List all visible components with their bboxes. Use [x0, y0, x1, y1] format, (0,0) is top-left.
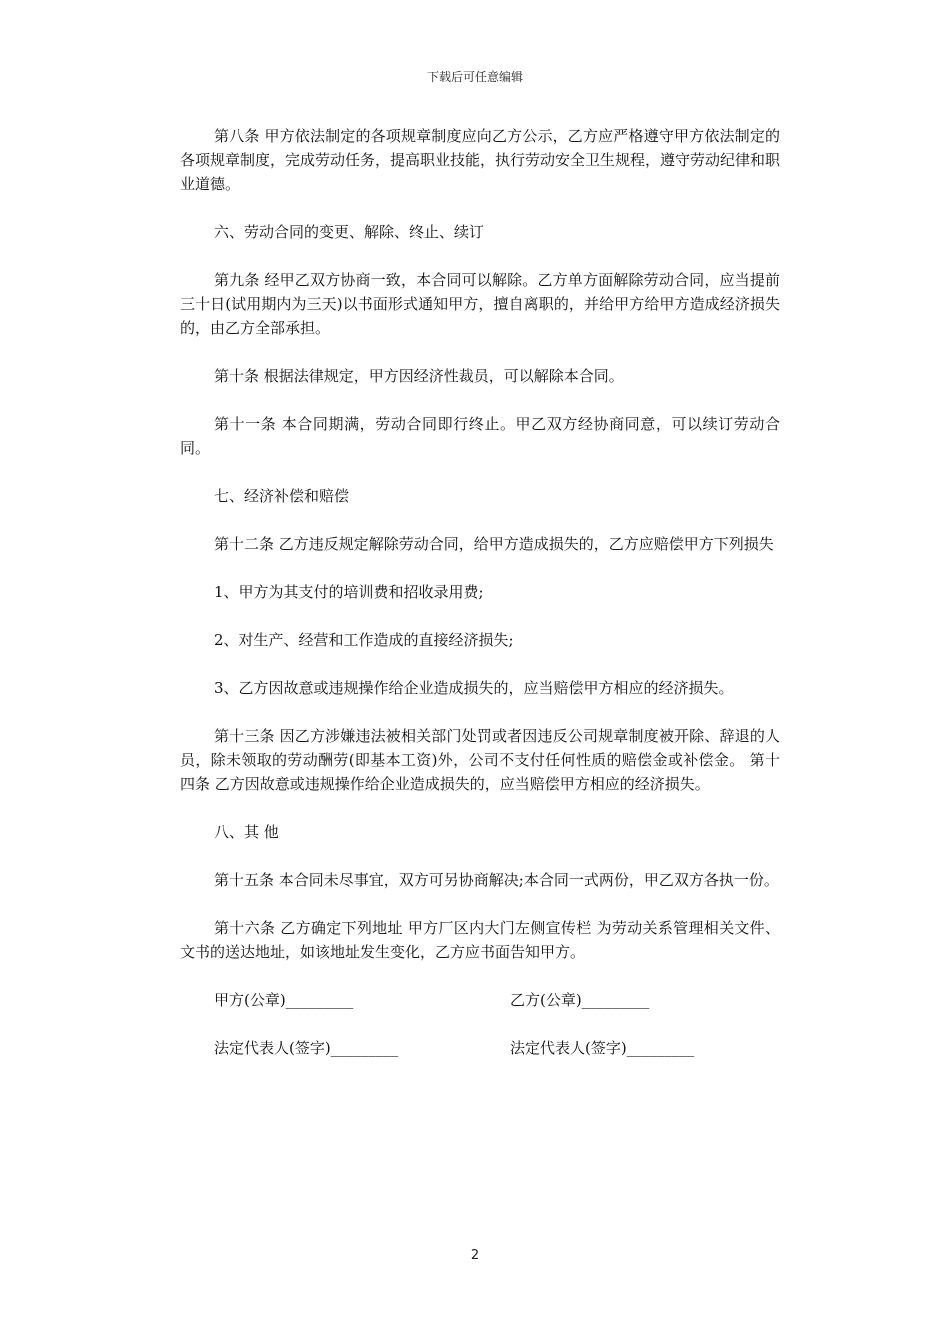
page-number: 2 — [470, 1248, 480, 1263]
party-b-representative-field: 法定代表人(签字)_________ — [510, 1039, 695, 1057]
article-16: 第十六条 乙方确定下列地址 甲方厂区内大门左侧宣传栏 为劳动关系管理相关文件、文书的送达地址，如该地址发生变化，乙方应书面告知甲方。 — [180, 919, 780, 961]
party-a-seal-field: 甲方(公章)_________ — [214, 991, 354, 1009]
representative-row — [180, 1036, 780, 1060]
document-body — [180, 124, 780, 1084]
party-b-seal-field: 乙方(公章)_________ — [510, 991, 650, 1009]
page-header: 下载后可任意编辑 — [426, 70, 523, 84]
article-9: 第九条 经甲乙双方协商一致，本合同可以解除。乙方单方面解除劳动合同，应当提前三十日(试用期内为三天)以书面形式通知甲方，擅自离职的，并给甲方给甲方造成经济损失的，由乙方全部承担。 — [180, 271, 780, 337]
list-item: 1、甲方为其支付的培训费和招收录用费; — [214, 583, 484, 601]
party-a-representative-field: 法定代表人(签字)_________ — [214, 1039, 399, 1057]
article-11: 第十一条 本合同期满，劳动合同即行终止。甲乙双方经协商同意，可以续订劳动合同。 — [180, 415, 780, 457]
list-item: 3、乙方因故意或违规操作给企业造成损失的，应当赔偿甲方相应的经济损失。 — [214, 679, 734, 697]
article-10: 第十条 根据法律规定，甲方因经济性裁员，可以解除本合同。 — [214, 367, 624, 385]
article-15: 第十五条 本合同未尽事宜，双方可另协商解决;本合同一式两份，甲乙双方各执一份。 — [214, 871, 779, 889]
article-13-14: 第十三条 因乙方涉嫌违法被相关部门处罚或者因违反公司规章制度被开除、辞退的人员，除未领取的劳动酬劳(即基本工资)外，公司不支付任何性质的赔偿金或补偿金。 第十四条 乙方因故意或违规操作给企业造成损失的，应当赔偿甲方相应的经济损失。 — [180, 727, 780, 793]
section-heading-7: 七、经济补偿和赔偿 — [214, 487, 350, 505]
article-12: 第十二条 乙方违反规定解除劳动合同，给甲方造成损失的，乙方应赔偿甲方下列损失 — [214, 535, 774, 553]
seal-row — [180, 988, 780, 1012]
section-heading-6: 六、劳动合同的变更、解除、终止、续订 — [214, 223, 485, 241]
article-8: 第八条 甲方依法制定的各项规章制度应向乙方公示，乙方应严格遵守甲方依法制定的各项规章制度，完成劳动任务，提高职业技能，执行劳动安全卫生规程，遵守劳动纪律和职业道德。 — [180, 127, 781, 193]
section-heading-8: 八、其 他 — [214, 823, 279, 841]
list-item: 2、对生产、经营和工作造成的直接经济损失; — [214, 631, 514, 649]
